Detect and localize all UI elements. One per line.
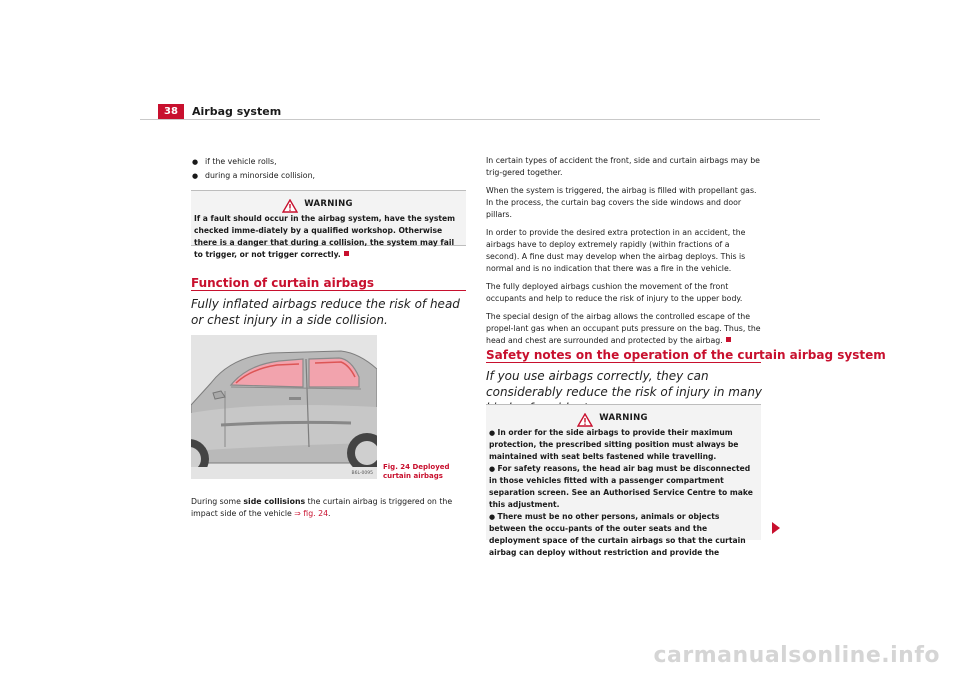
body-paragraph: During some side collisions the curtain airbag is triggered on the impact side of the vehicle ⇒ fig. 24. bbox=[191, 497, 453, 518]
figure-link[interactable]: ⇒ fig. 24 bbox=[294, 509, 329, 518]
car-illustration bbox=[191, 335, 377, 479]
warning-item: ● In order for the side airbags to provide their maximum protection, the prescribed sitting position must always be maintained with seat belts fastened while travelling. bbox=[489, 427, 758, 463]
list-item: ● during a minorside collision, bbox=[191, 169, 466, 183]
section-title: Safety notes on the operation of the curtain airbag system bbox=[486, 348, 886, 362]
list-item: ● if the vehicle rolls, bbox=[191, 155, 466, 169]
paragraph: The fully deployed airbags cushion the movement of the front occupants and help to reduce the risk of injury to the upper body. bbox=[486, 282, 743, 303]
paragraph: The special design of the airbag allows the controlled escape of the propel-lant gas when an occupant puts pressure on the bag. Thus, the head and chest are surrounded and protected by the airbag. bbox=[486, 312, 761, 345]
warning-item: ● For safety reasons, the head air bag must be disconnected in those vehicles fitted with a passenger compartment separation screen. See an Authorised Service Centre to make this adjustment. bbox=[489, 463, 758, 511]
paragraph: In order to provide the desired extra protection in an accident, the airbags have to deploy extremely rapidly (within fractions of a second). A fine dust may develop when the airbag deploys. This is normal and is no indication that there was a fire in the vehicle. bbox=[486, 228, 746, 273]
continue-arrow-icon bbox=[772, 522, 780, 534]
watermark: carmanualsonline.info bbox=[653, 643, 940, 668]
section-rule bbox=[486, 362, 761, 363]
warning-box bbox=[191, 190, 466, 259]
warning-item: ● There must be no other persons, animals or objects between the occu-pants of the outer seats and the deployment space of the curtain airbags so that the curtain airbag can deploy without restriction and provide the bbox=[489, 511, 758, 559]
warning-triangle-icon bbox=[577, 413, 593, 427]
warning-triangle-icon bbox=[282, 199, 298, 213]
figure-caption: Fig. 24 Deployed curtain airbags bbox=[383, 463, 450, 480]
section-lead: If you use airbags correctly, they can considerably reduce the risk of injury in many bbox=[486, 369, 763, 399]
section-rule bbox=[191, 290, 466, 291]
warning-box bbox=[486, 404, 761, 557]
end-mark-icon bbox=[344, 251, 349, 256]
warning-text: If a fault should occur in the airbag system, have the system checked imme-diately by a qualified workshop. Otherwise there is a danger that during a collision, the system may fail to trigger, or not trigger correctly. bbox=[194, 214, 456, 259]
bullet-list bbox=[191, 155, 466, 183]
page-number: 38 bbox=[158, 104, 184, 120]
section-title: Function of curtain airbags bbox=[191, 276, 375, 290]
paragraph: When the system is triggered, the airbag is filled with propellant gas. In the process, the curtain bag covers the side windows and door pillars. bbox=[486, 186, 757, 219]
header-rule bbox=[140, 119, 820, 120]
paragraph: In certain types of accident the front, side and curtain airbags may be trig-gered together. bbox=[486, 156, 760, 177]
figure-code: B6L-0095 bbox=[351, 471, 373, 476]
car-airbag-figure bbox=[191, 335, 377, 479]
section-lead: Fully inflated airbags reduce the risk of head or chest injury in a side collision. bbox=[191, 297, 460, 327]
end-mark-icon bbox=[726, 337, 731, 342]
warning-heading: WARNING bbox=[486, 413, 761, 423]
warning-heading: WARNING bbox=[191, 199, 466, 209]
body-text bbox=[486, 155, 764, 353]
running-title: Airbag system bbox=[192, 105, 282, 118]
warning-text bbox=[489, 427, 758, 559]
